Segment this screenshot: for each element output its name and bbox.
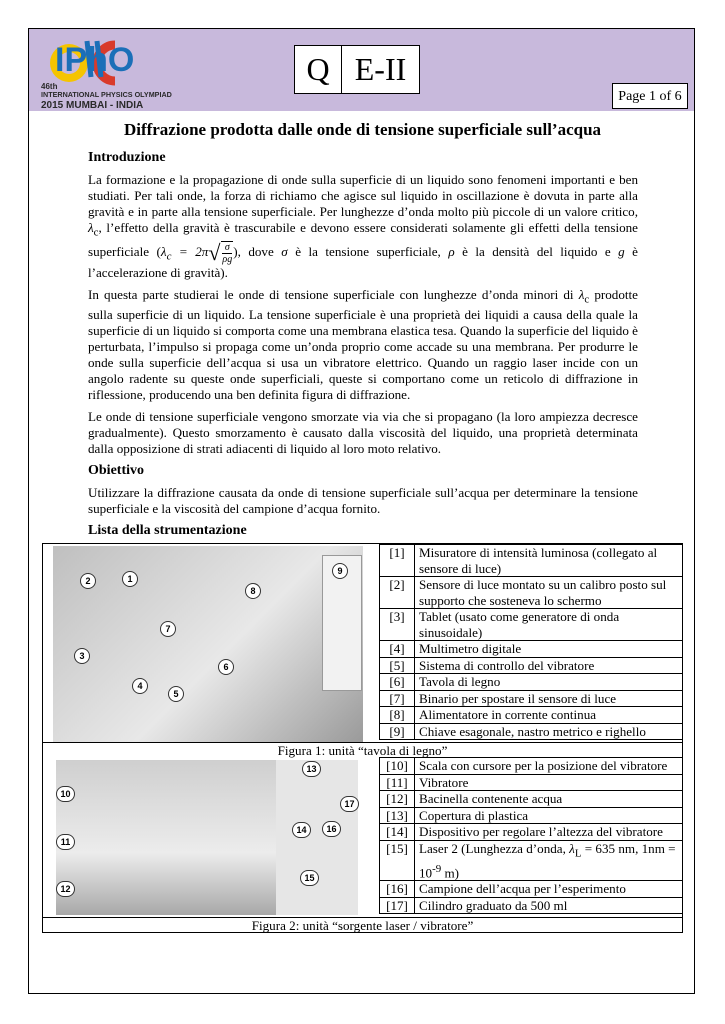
- equipment-row: [380, 897, 683, 914]
- equipment-number: [3]: [380, 609, 415, 641]
- equipment-number: [11]: [380, 774, 415, 791]
- equipment-description: Scala con cursore per la posizione del vibratore: [415, 758, 683, 775]
- photo-label-badge: 3: [74, 648, 90, 664]
- equipment-row: [380, 807, 683, 824]
- equipment-row: [380, 723, 683, 740]
- figure-1-photo: [53, 546, 363, 742]
- photo-label-badge: 11: [56, 834, 75, 850]
- equipment-number: [13]: [380, 807, 415, 824]
- svg-text:2015 MUMBAI - INDIA: 2015 MUMBAI - INDIA: [41, 100, 144, 111]
- photo-label-badge: 2: [80, 573, 96, 589]
- equipment-row: [380, 577, 683, 609]
- equipment-description: Sistema di controllo del vibratore: [415, 657, 683, 674]
- photo-label-badge: 4: [132, 678, 148, 694]
- equipment-description: Binario per spostare il sensore di luce: [415, 690, 683, 707]
- photo-label-badge: 9: [332, 563, 348, 579]
- equipment-number: [2]: [380, 577, 415, 609]
- equipment-number: [7]: [380, 690, 415, 707]
- equipment-row: [380, 824, 683, 841]
- photo-label-badge: 6: [218, 659, 234, 675]
- photo-label-badge: 7: [160, 621, 176, 637]
- equipment-row: [380, 641, 683, 658]
- figure-2-sample-photo: [276, 760, 358, 915]
- equipment-row: [380, 609, 683, 641]
- question-letter: Q: [295, 46, 342, 93]
- intro-heading: Introduzione: [88, 150, 166, 165]
- equipment-row: [380, 840, 683, 881]
- page-number: Page 1 of 6: [612, 83, 688, 109]
- intro-paragraph-1: La formazione e la propagazione di onde sulla superficie di un liquido sono fenomeni importanti e ben studiati. Per tali onde, la forza di richiamo che agisce sul liquido in oscillazione è dovuta in parte alla gravità e in parte alla tensione superficiale. Per lunghezze d’onda molto più piccole di un valore critico, $\lambda_c$, l’effetto della gravità è trascurabile e devono essere considerati solamente gli effetti della tensione superficiale ($\lambda_c = 2\pi√$ $\frac{\sigma}{\rho g}$ ), dove σ è la tensione superficiale, ρ è la densità del liquido e g è l’accelerazione di gravità).: [88, 172, 638, 280]
- equipment-row: [380, 690, 683, 707]
- equipment-description: Laser 2 (Lunghezza d’onda, $\lambda_L = 635$ nm, $1nm = 10^{-9}$ m): [415, 840, 683, 881]
- equipment-description: Vibratore: [415, 774, 683, 791]
- equipment-number: [10]: [380, 758, 415, 775]
- ipho-logo: [37, 33, 212, 111]
- equipment-row: [380, 791, 683, 808]
- equipment-description: Sensore di luce montato su un calibro posto sul supporto che sosteneva lo schermo: [415, 577, 683, 609]
- question-code-box: [294, 45, 420, 94]
- photo-label-badge: 1: [122, 571, 138, 587]
- equipment-number: [6]: [380, 674, 415, 691]
- equipment-number: [9]: [380, 723, 415, 740]
- equipment-number: [14]: [380, 824, 415, 841]
- equipment-description: Dispositivo per regolare l’altezza del vibratore: [415, 824, 683, 841]
- equipment-number: [15]: [380, 840, 415, 881]
- photo-label-badge: 10: [56, 786, 75, 802]
- photo-label-badge: 16: [322, 821, 341, 837]
- intro-paragraph-2: In questa parte studierai le onde di tensione superficiale con lunghezze d’onda minori di $\lambda_c$ prodotte sulla superficie di un liquido. La tensione superficiale è una proprietà dei liquidi a causa della quale la superficie di un liquido si comporta come una membrana elastica tesa. Quando la superficie del liquido è perturbata, l’impulso si propaga come un’onda proprio come accade su una membrana. Per produrre le onde sulla superficie dell’acqua si usa un vibratore elettrico. Quando un raggio laser incide con un angolo radente su queste onde superficiali, queste si comportano come un reticolo di diffrazione in riflessione, producendo una ben definita figura di diffrazione.: [88, 286, 638, 403]
- main-text: [88, 150, 638, 539]
- equipment-number: [4]: [380, 641, 415, 658]
- photo-label-badge: 17: [340, 796, 359, 812]
- objective-heading: Obiettivo: [88, 463, 144, 479]
- equipment-row: [380, 707, 683, 724]
- svg-text:INTERNATIONAL PHYSICS OLYMPIAD: INTERNATIONAL PHYSICS OLYMPIAD: [41, 90, 172, 99]
- equipment-description: Tablet (usato come generatore di onda sinusoidale): [415, 609, 683, 641]
- equipment-number: [1]: [380, 545, 415, 577]
- photo-label-badge: 13: [302, 761, 321, 777]
- equipment-list-2: [379, 757, 683, 914]
- figure-1-caption: Figura 1: unità “tavola di legno”: [42, 742, 683, 758]
- equipment-number: [16]: [380, 881, 415, 898]
- equipment-row: [380, 657, 683, 674]
- photo-label-badge: 12: [56, 881, 75, 897]
- equipment-number: [8]: [380, 707, 415, 724]
- equipment-description: Cilindro graduato da 500 ml: [415, 897, 683, 914]
- formula-critical-wavelength: $\lambda_c = 2\pi$: [160, 243, 209, 263]
- equipment-row: [380, 758, 683, 775]
- equipment-list-1: [379, 544, 683, 740]
- equipment-row: [380, 545, 683, 577]
- photo-label-badge: 5: [168, 686, 184, 702]
- equipment-number: [5]: [380, 657, 415, 674]
- equipment-row: [380, 774, 683, 791]
- equipment-row: [380, 881, 683, 898]
- intro-paragraph-3: Le onde di tensione superficiale vengono smorzate via via che si propagano (la loro ampiezza decresce gradualmente). Questo smorzamento è causato dalla viscosità del liquido, una proprietà determinata dalla opposizione di strati adiacenti di liquido al loro moto relativo.: [88, 409, 638, 457]
- equipment-number: [12]: [380, 791, 415, 808]
- figure-2-caption: Figura 2: unità “sorgente laser / vibratore”: [42, 917, 683, 933]
- equipment-description: Tavola di legno: [415, 674, 683, 691]
- equipment-description: Alimentatore in corrente continua: [415, 707, 683, 724]
- equipment-description: Bacinella contenente acqua: [415, 791, 683, 808]
- equipment-description: Misuratore di intensità luminosa (collegato al sensore di luce): [415, 545, 683, 577]
- photo-label-badge: 15: [300, 870, 319, 886]
- question-number: E-II: [354, 51, 407, 87]
- equipment-description: Campione dell’acqua per l’esperimento: [415, 881, 683, 898]
- photo-label-badge: 14: [292, 822, 311, 838]
- equipment-row: [380, 674, 683, 691]
- svg-text:46th: 46th: [41, 82, 58, 91]
- equipment-description: Chiave esagonale, nastro metrico e righello: [415, 723, 683, 740]
- equipment-heading: Lista della strumentazione: [88, 523, 247, 539]
- equipment-description: Multimetro digitale: [415, 641, 683, 658]
- objective-text: Utilizzare la diffrazione causata da onde di tensione superficiale sull’acqua per determinare la tensione superficiale e la viscosità del campione d’acqua fornito.: [88, 485, 638, 517]
- equipment-number: [17]: [380, 897, 415, 914]
- svg-text:IPhO: IPhO: [55, 41, 135, 79]
- equipment-description: Copertura di plastica: [415, 807, 683, 824]
- document-title: Diffrazione prodotta dalle onde di tensione superficiale sull’acqua: [123, 120, 602, 139]
- photo-label-badge: 8: [245, 583, 261, 599]
